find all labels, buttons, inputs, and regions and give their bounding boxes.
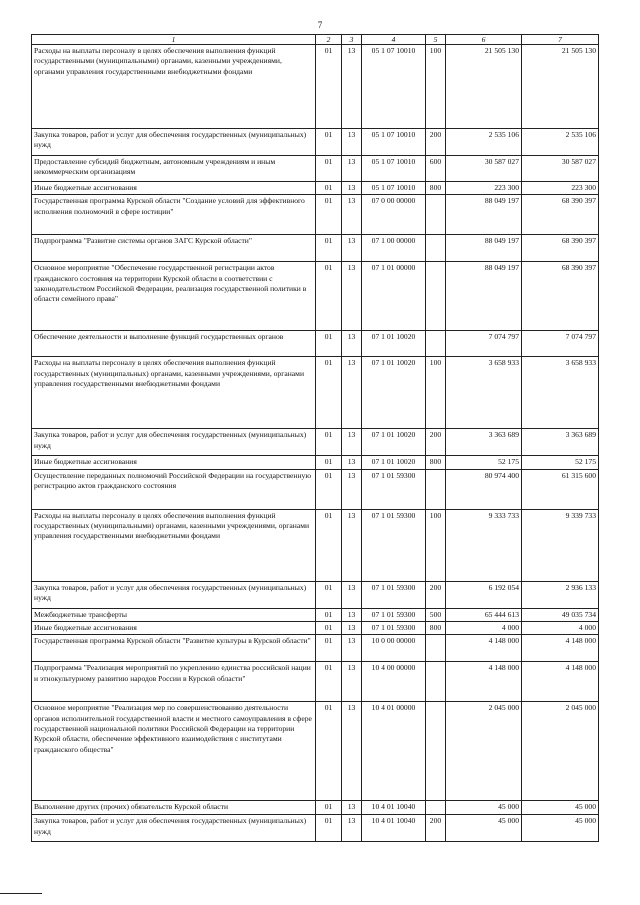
- row-name: Выполнение других (прочих) обязательств Курской области: [32, 801, 316, 815]
- row-expense-type: [426, 469, 446, 509]
- header-col-7: 7: [522, 35, 599, 45]
- row-amount-year-2: 4 148 000: [522, 662, 599, 702]
- row-expense-type: [426, 702, 446, 801]
- table-body: [32, 45, 599, 842]
- row-subsection: 13: [342, 262, 362, 331]
- row-subsection: 13: [342, 156, 362, 182]
- table-row: [32, 129, 599, 156]
- row-amount-year-2: 45 000: [522, 815, 599, 842]
- header-col-4: 4: [362, 35, 426, 45]
- row-name: Закупка товаров, работ и услуг для обеспечения государственных (муниципальных) нужд: [32, 581, 316, 608]
- row-name: Иные бюджетные ассигнования: [32, 182, 316, 195]
- row-expense-type: 600: [426, 156, 446, 182]
- row-target-article: 05 1 07 10010: [362, 129, 426, 156]
- table-row: [32, 156, 599, 182]
- row-name: Осуществление переданных полномочий Российской Федерации на государственную регистрацию актов гражданского состояния: [32, 469, 316, 509]
- row-name: Государственная программа Курской области "Создание условий для эффективного исполнения полномочий в сфере юстиции": [32, 195, 316, 235]
- row-target-article: 07 1 01 10020: [362, 331, 426, 357]
- row-expense-type: 200: [426, 581, 446, 608]
- row-subsection: 13: [342, 801, 362, 815]
- row-amount-year-2: 52 175: [522, 456, 599, 469]
- row-amount-year-2: 68 390 397: [522, 235, 599, 262]
- table-row: [32, 815, 599, 842]
- header-col-6: 6: [446, 35, 522, 45]
- row-subsection: 13: [342, 702, 362, 801]
- row-target-article: 10 4 01 10040: [362, 801, 426, 815]
- table-row: [32, 182, 599, 195]
- row-target-article: 10 4 01 10040: [362, 815, 426, 842]
- row-amount-year-2: 68 390 397: [522, 195, 599, 235]
- row-amount-year-2: 21 505 130: [522, 45, 599, 129]
- row-amount-year-1: 88 049 197: [446, 262, 522, 331]
- row-target-article: 10 4 00 00000: [362, 662, 426, 702]
- row-section: 01: [316, 815, 342, 842]
- row-section: 01: [316, 469, 342, 509]
- row-amount-year-1: 30 587 027: [446, 156, 522, 182]
- row-name: Иные бюджетные ассигнования: [32, 456, 316, 469]
- row-expense-type: 100: [426, 45, 446, 129]
- table-row: [32, 45, 599, 129]
- row-amount-year-2: 68 390 397: [522, 262, 599, 331]
- header-col-5: 5: [426, 35, 446, 45]
- row-target-article: 07 1 01 59300: [362, 469, 426, 509]
- row-amount-year-1: 3 658 933: [446, 357, 522, 429]
- row-subsection: 13: [342, 509, 362, 581]
- row-section: 01: [316, 801, 342, 815]
- table-row: [32, 235, 599, 262]
- header-col-1: 1: [32, 35, 316, 45]
- row-section: 01: [316, 156, 342, 182]
- row-amount-year-1: 45 000: [446, 815, 522, 842]
- row-target-article: 07 1 01 00000: [362, 262, 426, 331]
- table-row: [32, 509, 599, 581]
- header-row: [32, 35, 599, 45]
- row-expense-type: [426, 262, 446, 331]
- row-target-article: 10 4 01 00000: [362, 702, 426, 801]
- row-name: Закупка товаров, работ и услуг для обеспечения государственных (муниципальных) нужд: [32, 129, 316, 156]
- table-row: [32, 662, 599, 702]
- row-expense-type: 500: [426, 608, 446, 621]
- row-amount-year-2: 61 315 600: [522, 469, 599, 509]
- row-expense-type: 100: [426, 357, 446, 429]
- row-target-article: 05 1 07 10010: [362, 45, 426, 129]
- row-expense-type: 800: [426, 182, 446, 195]
- row-subsection: 13: [342, 429, 362, 456]
- row-amount-year-1: 2 535 106: [446, 129, 522, 156]
- row-subsection: 13: [342, 182, 362, 195]
- row-amount-year-1: 4 148 000: [446, 662, 522, 702]
- row-amount-year-1: 45 000: [446, 801, 522, 815]
- row-subsection: 13: [342, 456, 362, 469]
- row-section: 01: [316, 635, 342, 662]
- row-subsection: 13: [342, 235, 362, 262]
- row-amount-year-1: 4 000: [446, 621, 522, 634]
- row-amount-year-2: 7 074 797: [522, 331, 599, 357]
- row-amount-year-1: 88 049 197: [446, 195, 522, 235]
- row-section: 01: [316, 45, 342, 129]
- row-target-article: 07 1 01 10020: [362, 429, 426, 456]
- row-amount-year-1: 6 192 054: [446, 581, 522, 608]
- row-subsection: 13: [342, 662, 362, 702]
- row-amount-year-2: 223 300: [522, 182, 599, 195]
- row-name: Подпрограмма "Реализация мероприятий по укреплению единства российской нации и этнокультурному развитию народов России в Курской области": [32, 662, 316, 702]
- row-amount-year-1: 52 175: [446, 456, 522, 469]
- row-subsection: 13: [342, 581, 362, 608]
- row-expense-type: [426, 331, 446, 357]
- row-section: 01: [316, 702, 342, 801]
- row-subsection: 13: [342, 129, 362, 156]
- row-amount-year-2: 30 587 027: [522, 156, 599, 182]
- header-col-3: 3: [342, 35, 362, 45]
- budget-table: [31, 34, 599, 842]
- header-col-2: 2: [316, 35, 342, 45]
- row-amount-year-1: 7 074 797: [446, 331, 522, 357]
- row-name: Расходы на выплаты персоналу в целях обеспечения выполнения функций государственных (муниципальными) органами, казенными учреждениями, органами управления государственными внебюджетными фондами: [32, 509, 316, 581]
- row-expense-type: 800: [426, 621, 446, 634]
- row-amount-year-2: 2 045 000: [522, 702, 599, 801]
- row-name: Межбюджетные трансферты: [32, 608, 316, 621]
- row-name: Закупка товаров, работ и услуг для обеспечения государственных (муниципальных) нужд: [32, 429, 316, 456]
- row-section: 01: [316, 456, 342, 469]
- row-subsection: 13: [342, 608, 362, 621]
- table-row: [32, 456, 599, 469]
- row-name: Предоставление субсидий бюджетным, автономным учреждениям и иным некоммерческим организациям: [32, 156, 316, 182]
- row-subsection: 13: [342, 635, 362, 662]
- row-amount-year-1: 88 049 197: [446, 235, 522, 262]
- row-subsection: 13: [342, 195, 362, 235]
- table-row: [32, 262, 599, 331]
- row-amount-year-2: 9 339 733: [522, 509, 599, 581]
- row-subsection: 13: [342, 469, 362, 509]
- row-expense-type: 800: [426, 456, 446, 469]
- row-name: Подпрограмма "Развитие системы органов ЗАГС Курской области": [32, 235, 316, 262]
- row-name: Основное мероприятие "Реализация мер по совершенствованию деятельности органов исполнительной государственной власти и местного самоуправления в сфере государственной национальной политики Российской Федерации на территории Курской области, обеспечение эффективного взаимодействия с институтами гражданского общества": [32, 702, 316, 801]
- row-name: Основное мероприятие "Обеспечение государственной регистрации актов гражданского состояния на территории Курской области в соответствии с законодательством Российской Федерации, реализация государственной политики в области семейного права": [32, 262, 316, 331]
- row-expense-type: [426, 635, 446, 662]
- table-row: [32, 702, 599, 801]
- row-name: Закупка товаров, работ и услуг для обеспечения государственных (муниципальных) нужд: [32, 815, 316, 842]
- row-section: 01: [316, 182, 342, 195]
- row-amount-year-1: 2 045 000: [446, 702, 522, 801]
- row-expense-type: [426, 801, 446, 815]
- row-target-article: 07 1 01 59300: [362, 509, 426, 581]
- row-section: 01: [316, 621, 342, 634]
- row-expense-type: 200: [426, 129, 446, 156]
- row-amount-year-1: 80 974 400: [446, 469, 522, 509]
- table-row: [32, 469, 599, 509]
- row-amount-year-2: 45 000: [522, 801, 599, 815]
- row-amount-year-1: 223 300: [446, 182, 522, 195]
- row-section: 01: [316, 129, 342, 156]
- row-expense-type: 100: [426, 509, 446, 581]
- row-amount-year-2: 4 000: [522, 621, 599, 634]
- row-target-article: 10 0 00 00000: [362, 635, 426, 662]
- row-target-article: 07 0 00 00000: [362, 195, 426, 235]
- row-amount-year-1: 21 505 130: [446, 45, 522, 129]
- table-row: [32, 581, 599, 608]
- row-target-article: 07 1 01 10020: [362, 357, 426, 429]
- table-row: [32, 331, 599, 357]
- table-row: [32, 621, 599, 634]
- table-row: [32, 195, 599, 235]
- row-expense-type: 200: [426, 429, 446, 456]
- row-name: Государственная программа Курской области "Развитие культуры в Курской области": [32, 635, 316, 662]
- table-row: [32, 801, 599, 815]
- row-amount-year-2: 2 535 106: [522, 129, 599, 156]
- row-subsection: 13: [342, 621, 362, 634]
- row-name: Иные бюджетные ассигнования: [32, 621, 316, 634]
- table-row: [32, 608, 599, 621]
- row-target-article: 07 1 01 59300: [362, 608, 426, 621]
- footer-divider: [0, 893, 42, 894]
- row-target-article: 07 1 01 59300: [362, 581, 426, 608]
- row-section: 01: [316, 235, 342, 262]
- row-section: 01: [316, 662, 342, 702]
- row-target-article: 05 1 07 10010: [362, 156, 426, 182]
- row-section: 01: [316, 608, 342, 621]
- row-subsection: 13: [342, 45, 362, 129]
- row-amount-year-2: 3 363 689: [522, 429, 599, 456]
- table-row: [32, 635, 599, 662]
- row-expense-type: [426, 235, 446, 262]
- row-amount-year-2: 3 658 933: [522, 357, 599, 429]
- row-section: 01: [316, 581, 342, 608]
- row-expense-type: 200: [426, 815, 446, 842]
- row-section: 01: [316, 195, 342, 235]
- row-section: 01: [316, 429, 342, 456]
- row-name: Расходы на выплаты персоналу в целях обеспечения выполнения функций государственными (муниципальными) органами, казенными учреждениями, органами управления государственными внебюджетными фондами: [32, 45, 316, 129]
- row-name: Расходы на выплаты персоналу в целях обеспечения выполнения функций государственных (муниципальных) органами, казенными учреждениями, органами управления государственными внебюджетными фондами: [32, 357, 316, 429]
- row-target-article: 07 1 01 59300: [362, 621, 426, 634]
- row-expense-type: [426, 195, 446, 235]
- row-section: 01: [316, 262, 342, 331]
- row-target-article: 07 1 00 00000: [362, 235, 426, 262]
- table-row: [32, 357, 599, 429]
- row-subsection: 13: [342, 357, 362, 429]
- row-subsection: 13: [342, 331, 362, 357]
- row-amount-year-2: 49 035 734: [522, 608, 599, 621]
- row-amount-year-1: 3 363 689: [446, 429, 522, 456]
- row-amount-year-1: 9 333 733: [446, 509, 522, 581]
- row-section: 01: [316, 331, 342, 357]
- row-name: Обеспечение деятельности и выполнение функций государственных органов: [32, 331, 316, 357]
- row-amount-year-1: 65 444 613: [446, 608, 522, 621]
- row-amount-year-1: 4 148 000: [446, 635, 522, 662]
- row-target-article: 05 1 07 10010: [362, 182, 426, 195]
- row-target-article: 07 1 01 10020: [362, 456, 426, 469]
- row-amount-year-2: 4 148 000: [522, 635, 599, 662]
- row-expense-type: [426, 662, 446, 702]
- row-section: 01: [316, 509, 342, 581]
- table-row: [32, 429, 599, 456]
- row-section: 01: [316, 357, 342, 429]
- page-number: 7: [317, 20, 323, 30]
- row-amount-year-2: 2 936 133: [522, 581, 599, 608]
- row-subsection: 13: [342, 815, 362, 842]
